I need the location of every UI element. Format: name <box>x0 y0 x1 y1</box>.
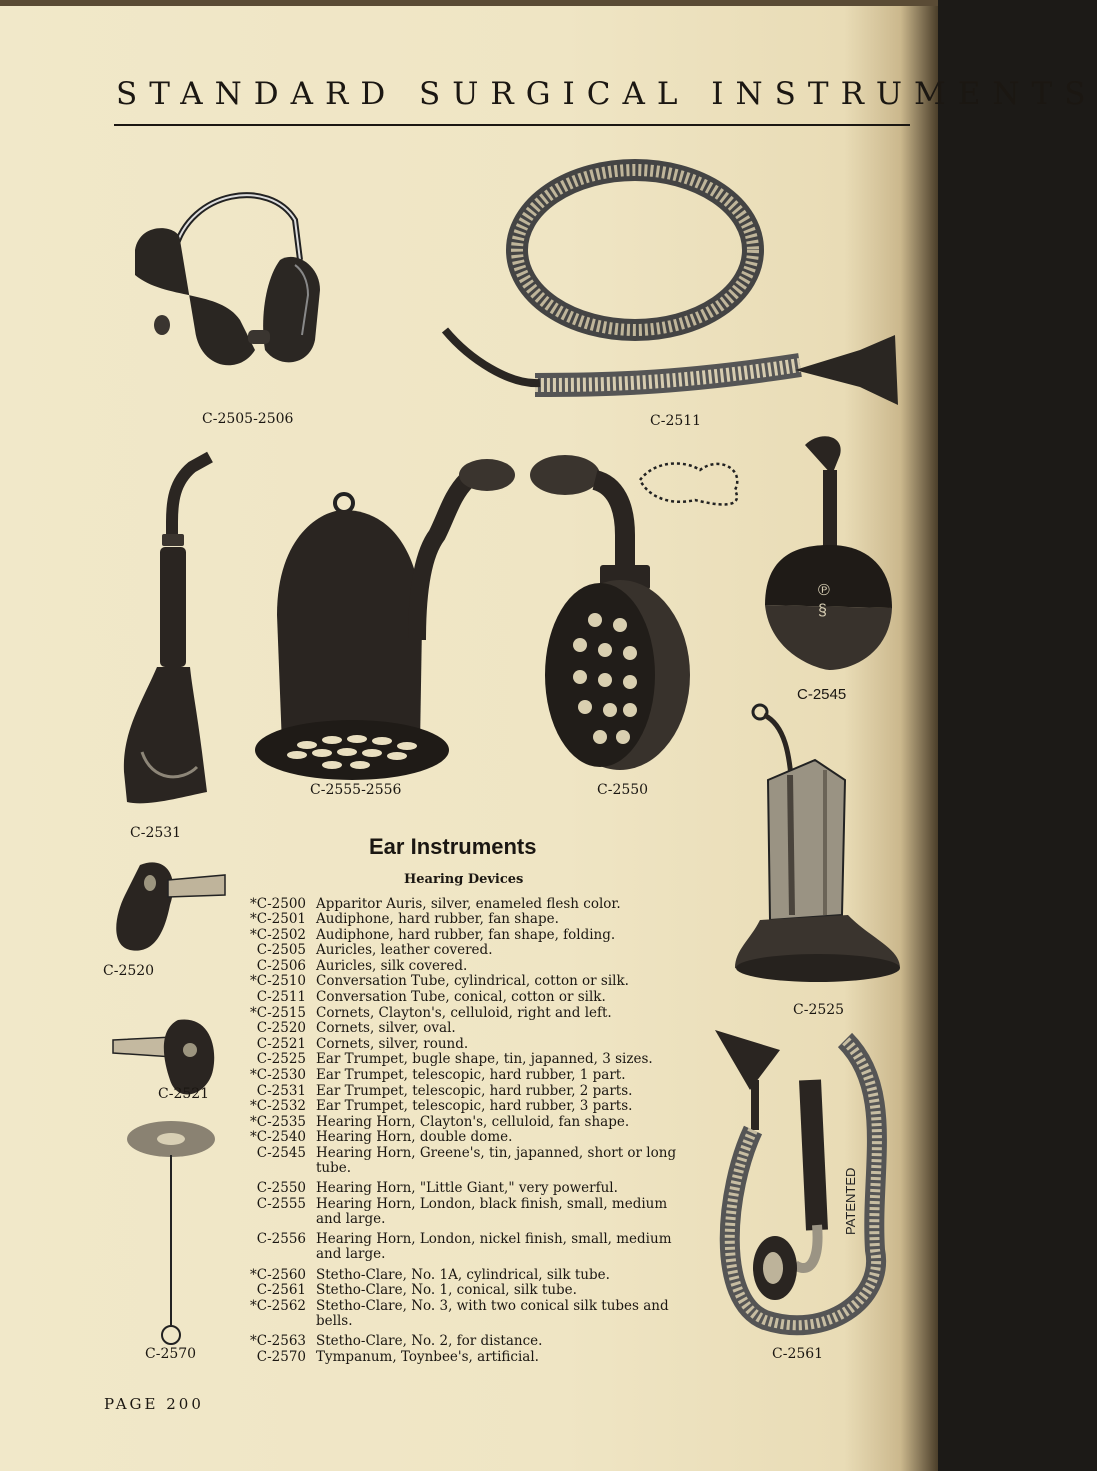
entry-code: *C-2540 <box>250 1129 306 1145</box>
little-giant-horn-illustration <box>525 445 760 785</box>
entry-description: Audiphone, hard rubber, fan shape. <box>316 911 559 927</box>
entry-description: Conversation Tube, conical, cotton or silk. <box>316 989 606 1005</box>
entry-code: C-2506 <box>256 958 306 974</box>
entry-code: *C-2502 <box>250 927 306 943</box>
entry-description: Ear Trumpet, telescopic, hard rubber, 1 part. <box>316 1067 626 1083</box>
caption-c2521: C-2521 <box>158 1086 210 1102</box>
entry-code: C-2505 <box>256 942 306 958</box>
entry-code: C-2525 <box>256 1051 306 1067</box>
entry-description: Auricles, silk covered. <box>316 958 468 974</box>
entry-description: Hearing Horn, London, black finish, small, medium and large. <box>316 1196 668 1227</box>
entry-code: C-2556 <box>256 1231 306 1247</box>
caption-c2505-2506: C-2505-2506 <box>202 411 294 427</box>
title-rule <box>114 124 910 126</box>
entry-description: Cornets, silver, oval. <box>316 1020 456 1036</box>
conversation-tube-illustration <box>440 155 905 405</box>
caption-c2561: C-2561 <box>772 1346 824 1362</box>
caption-c2570: C-2570 <box>145 1346 197 1362</box>
entry-description: Tympanum, Toynbee's, artificial. <box>316 1349 539 1365</box>
entry-description: Hearing Horn, double dome. <box>316 1129 513 1145</box>
page-title: STANDARD SURGICAL INSTRUMENTS <box>116 76 1097 112</box>
entry-code: *C-2500 <box>250 896 306 912</box>
london-horn-illustration <box>252 455 517 780</box>
entry-description: Audiphone, hard rubber, fan shape, folding. <box>316 927 616 943</box>
caption-c2555-2556: C-2555-2556 <box>310 782 402 798</box>
stetho-clare-illustration <box>705 1020 905 1345</box>
entry-code: C-2570 <box>256 1349 306 1365</box>
auricles-illustration <box>120 180 340 410</box>
patented-label: PATENTED <box>843 1167 858 1235</box>
entry-description: Cornets, Clayton's, celluloid, right and left. <box>316 1005 612 1021</box>
entry-code: *C-2510 <box>250 973 306 989</box>
entry-code: *C-2535 <box>250 1114 306 1130</box>
page-top-edge <box>0 0 938 6</box>
entry-code: *C-2532 <box>250 1098 306 1114</box>
entry-code: *C-2562 <box>250 1298 306 1314</box>
entry-code: *C-2530 <box>250 1067 306 1083</box>
entry-code: *C-2501 <box>250 911 306 927</box>
entry-code: *C-2563 <box>250 1333 306 1349</box>
entry-description: Ear Trumpet, telescopic, hard rubber, 3 parts. <box>316 1098 633 1114</box>
caption-c2545: C-2545 <box>797 686 847 703</box>
greenes-horn-illustration <box>760 430 900 675</box>
entry-description: Auricles, leather covered. <box>316 942 493 958</box>
entry-description: Hearing Horn, Clayton's, celluloid, fan shape. <box>316 1114 630 1130</box>
entry-description: Conversation Tube, cylindrical, cotton or silk. <box>316 973 629 989</box>
subsection-title: Hearing Devices <box>404 872 524 887</box>
caption-c2520: C-2520 <box>103 963 155 979</box>
entry-code: C-2520 <box>256 1020 306 1036</box>
entry-description: Cornets, silver, round. <box>316 1036 469 1052</box>
entry-description: Ear Trumpet, bugle shape, tin, japanned, 3 sizes. <box>316 1051 653 1067</box>
caption-c2511: C-2511 <box>650 413 702 429</box>
entry-description: Stetho-Clare, No. 2, for distance. <box>316 1333 543 1349</box>
tympanum-illustration <box>125 1115 220 1350</box>
entry-description: Stetho-Clare, No. 1A, cylindrical, silk tube. <box>316 1267 610 1283</box>
entry-code: C-2545 <box>256 1145 306 1161</box>
entry-code: C-2561 <box>256 1282 306 1298</box>
entry-description: Ear Trumpet, telescopic, hard rubber, 2 parts. <box>316 1083 633 1099</box>
bugle-trumpet-illustration <box>730 700 905 990</box>
section-title: Ear Instruments <box>369 834 537 859</box>
oval-cornet-illustration <box>110 855 230 960</box>
entry-code: *C-2515 <box>250 1005 306 1021</box>
caption-c2550: C-2550 <box>597 782 649 798</box>
entry-description: Hearing Horn, London, nickel finish, small, medium and large. <box>316 1231 672 1262</box>
svg-text:§: § <box>818 602 827 619</box>
entry-code: C-2511 <box>256 989 306 1005</box>
entry-code: C-2531 <box>256 1083 306 1099</box>
page-footer: PAGE 200 <box>104 1395 204 1413</box>
entry-description: Stetho-Clare, No. 1, conical, silk tube. <box>316 1282 577 1298</box>
entry-code: *C-2560 <box>250 1267 306 1283</box>
entry-description: Stetho-Clare, No. 3, with two conical silk tubes and bells. <box>316 1298 669 1329</box>
entry-code: C-2521 <box>256 1036 306 1052</box>
svg-text:℗: ℗ <box>818 582 830 599</box>
entry-description: Hearing Horn, Greene's, tin, japanned, short or long tube. <box>316 1145 677 1176</box>
telescopic-trumpet-illustration <box>112 452 222 817</box>
entry-description: Hearing Horn, "Little Giant," very powerful. <box>316 1180 618 1196</box>
entry-code: C-2550 <box>256 1180 306 1196</box>
entry-code: C-2555 <box>256 1196 306 1212</box>
entry-description: Apparitor Auris, silver, enameled flesh color. <box>316 896 621 912</box>
caption-c2525: C-2525 <box>793 1002 845 1018</box>
caption-c2531: C-2531 <box>130 825 182 841</box>
